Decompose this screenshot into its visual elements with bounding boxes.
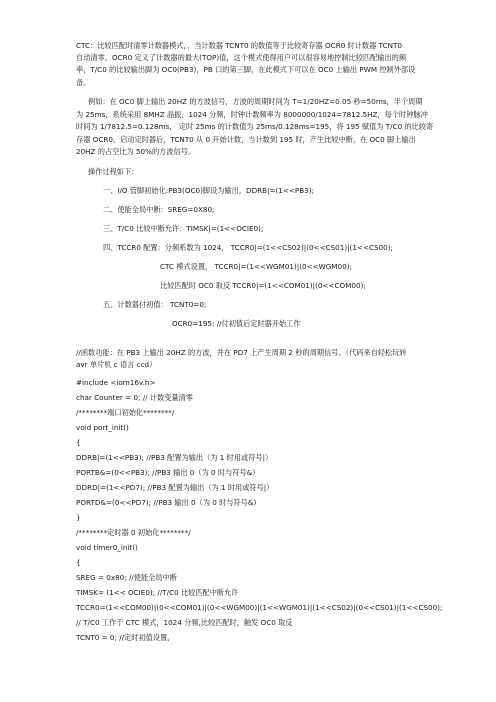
code-line-15: TIMSK= (1<< OCIE0); //T/C0 比较匹配中断允许 (76, 588, 239, 597)
function-note-line-2: avr 单片机 c 语言 ccd） (76, 360, 157, 369)
step-2: 二、使能全局中断：SREG=0X80; (103, 205, 215, 214)
code-line-3: /********端口初始化********/ (76, 408, 175, 417)
code-line-5: { (76, 438, 81, 447)
code-line-6: DDRB|=(1<<PB3); //PB3 配置为输出（为 1 时用或符号|） (76, 453, 273, 462)
code-line-18: TCNT0 = 0; //定时初值设置， (76, 633, 175, 642)
step-5-ocr0: OCR0=195; //付初值后定时器开始工作 (172, 319, 301, 328)
code-line-2: char Counter = 0; // 计数变量清零 (76, 393, 193, 402)
step-3: 三、T/C0 比较中断允许：TIMSK|=(1<<OCIE0); (103, 224, 264, 233)
function-note-line-1: //函数功能：在 PB3 上输出 20HZ 的方波，并在 PD7 上产生周期 2 秒的周期信号。（代码来自轻松玩转 (76, 348, 407, 357)
code-line-8: DDRD|=(1<<PD7); //PB3 配置为输出（为 1 时用或符号|） (76, 483, 274, 492)
step-1: 一、I/O 管脚初始化:PB3(OC0)脚设为输出，DDRB|=(1<<PB3); (103, 186, 314, 195)
intro-line-3: 率，T/C0 的比较输出脚为 OC0(PB3)，PB 口的第三脚，在此模式下可以在 OC0 上输出 PWM 控制外部设 (76, 65, 416, 74)
code-line-17: // T/C0 工作于 CTC 模式，1024 分频,比较匹配时，触发 OC0 取反 (76, 618, 293, 627)
example-line-5: 20HZ 的占空比为 50%的方波信号。 (76, 147, 196, 156)
code-line-14: SREG = 0x80; //使能全局中断 (76, 573, 177, 582)
code-line-16: TCCR0=(1<<COM00)|(0<<COM01)|(0<<WGM00)|(1<<WGM01)|(1<<CS02)|(0<<CS01)|(1<<CS00); (76, 603, 443, 612)
step-5: 五、计数器付初值： TCNT0=0; (103, 300, 207, 309)
code-line-4: void port_init() (76, 423, 129, 432)
example-line-3: 时间为 1/7812.5=0.128ms， 定时 25ms 的计数值为 25ms/0.128ms=195，将 195 赋值为 T/C0 的比较寄 (76, 122, 434, 131)
step-4-ctc: CTC 模式设置， TCCR0|=(1<<WGM01)|(0<<WGM00); (160, 262, 352, 271)
step-4: 四、TCCR0 配置：分频系数为 1024， TCCR0|=(1<<CS02)|(0<<CS01)|(1<<CS00); (103, 243, 393, 252)
example-line-4: 存器 OCR0，启动定时器后，TCNT0 从 0 开始计数，当计数到 195 时，产生比较中断，在 OC0 脚上输出 (76, 135, 416, 144)
example-line-1: 例如：在 OC0 脚上输出 20HZ 的方波信号，方波的周期时间为 T=1/20HZ=0.05 秒=50ms，半个周期 (88, 97, 423, 106)
code-line-13: { (76, 558, 81, 567)
code-line-12: void timer0_init() (76, 543, 138, 552)
code-line-9: PORTD&=(0<<PD7); //PB3 输出 0（为 0 时与符号&) (76, 498, 257, 507)
code-line-10: } (76, 513, 81, 522)
example-line-2: 为 25ms，系统采用 8MHZ 晶振，1024 分频，时钟计数频率为 8000000/1024=7812.5HZ，每个时钟脉冲 (76, 110, 428, 119)
step-4-toggle: 比较匹配时 OC0 取反 TCCR0|=(1<<COM01)|(0<<COM00); (160, 281, 366, 290)
code-line-11: /********定时器 0 初始化********/ (76, 528, 191, 537)
intro-line-4: 备。 (76, 78, 91, 87)
intro-line-2: 自动清零，OCR0 定义了计数器的最大(TOP)值，这个模式使得用户可以很容易地控制比较匹配输出的频 (76, 53, 407, 62)
process-title: 操作过程如下： (88, 167, 139, 176)
code-line-1: #include <iom16v.h> (76, 378, 156, 387)
intro-line-1: CTC：比较匹配时清零计数器模式，，当计数器 TCNT0 的数值等于比较寄存器 OCR0 时计数器 TCNT0 (76, 41, 402, 50)
code-line-7: PORTB&=(0<<PB3); //PB3 输出 0（为 0 时与符号&） (76, 468, 260, 477)
